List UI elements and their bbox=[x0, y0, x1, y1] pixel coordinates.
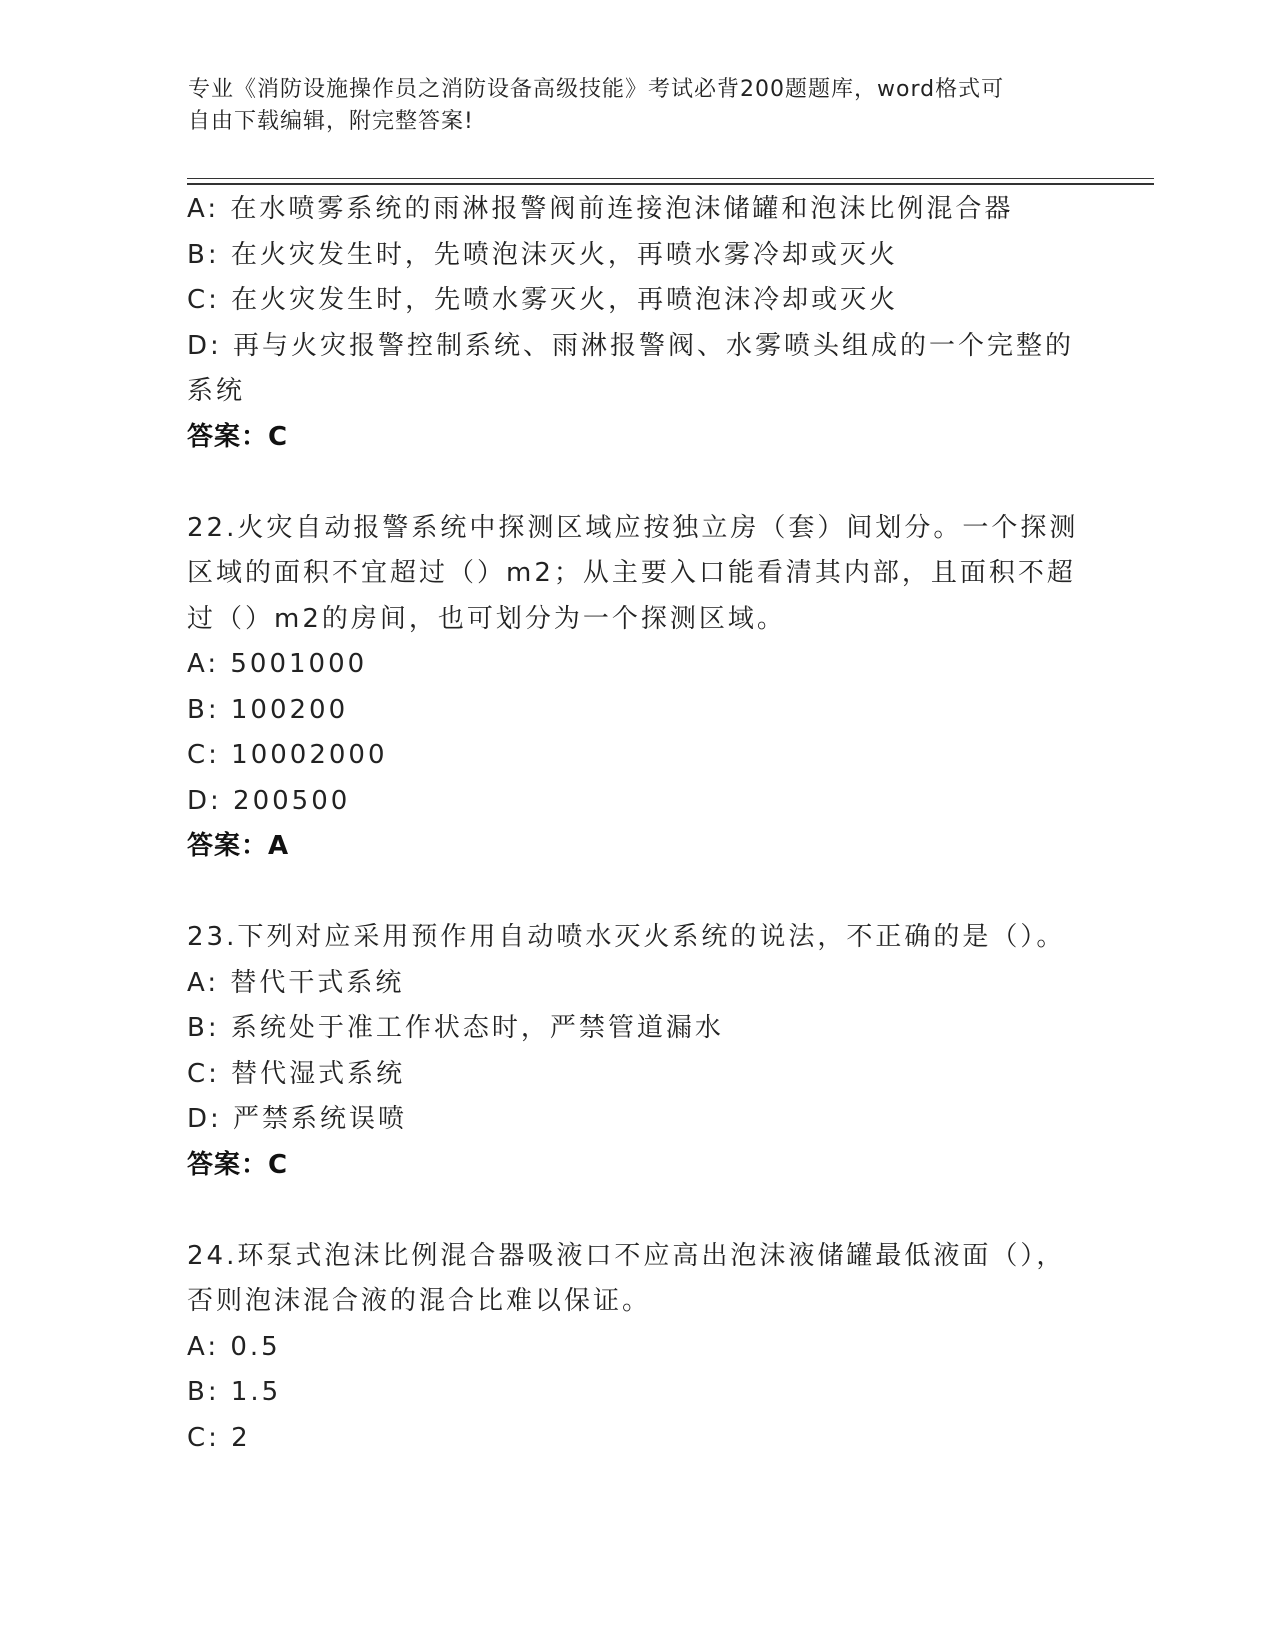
header-divider-thin bbox=[187, 178, 1154, 179]
question-stem: 22.火灾自动报警系统中探测区域应按独立房（套）间划分。一个探测 bbox=[187, 512, 1079, 543]
question-23 bbox=[187, 915, 1087, 1188]
option-d: D: 200500 bbox=[187, 785, 351, 816]
spacer bbox=[187, 460, 1087, 506]
option-d-continued: 系统 bbox=[187, 376, 246, 406]
header-line-1: 专业《消防设施操作员之消防设备高级技能》考试必背200题题库，word格式可 bbox=[188, 77, 1005, 102]
option-d: D: 严禁系统误喷 bbox=[187, 1104, 408, 1134]
question-stem-continued: 过（）m2的房间，也可划分为一个探测区域。 bbox=[187, 603, 786, 634]
option-d: D: 再与火灾报警控制系统、雨淋报警阀、水雾喷头组成的一个完整的 bbox=[187, 330, 1075, 361]
question-stem-continued: 否则泡沫混合液的混合比难以保证。 bbox=[187, 1286, 652, 1316]
answer: 答案：C bbox=[187, 421, 289, 452]
spacer bbox=[187, 1188, 1087, 1234]
answer: 答案：C bbox=[187, 1149, 289, 1180]
option-a: A: 替代干式系统 bbox=[187, 967, 405, 998]
option-b: B: 系统处于准工作状态时，严禁管道漏水 bbox=[187, 1013, 724, 1043]
option-c: C: 在火灾发生时，先喷水雾灭火，再喷泡沫冷却或灭火 bbox=[187, 285, 899, 315]
option-b: B: 1.5 bbox=[187, 1377, 282, 1407]
option-b: B: 100200 bbox=[187, 694, 349, 725]
option-a: A: 在水喷雾系统的雨淋报警阀前连接泡沫储罐和泡沫比例混合器 bbox=[187, 194, 1014, 224]
question-content bbox=[187, 187, 1087, 1461]
option-a: A: 5001000 bbox=[187, 649, 368, 679]
option-b: B: 在火灾发生时，先喷泡沫灭火，再喷水雾冷却或灭火 bbox=[187, 239, 898, 270]
question-stem: 23.下列对应采用预作用自动喷水灭火系统的说法，不正确的是（）。 bbox=[187, 922, 1066, 952]
option-c: C: 替代湿式系统 bbox=[187, 1058, 406, 1089]
option-c: C: 10002000 bbox=[187, 740, 388, 770]
question-stem: 24.环泵式泡沫比例混合器吸液口不应高出泡沫液储罐最低液面（）， bbox=[187, 1240, 1066, 1271]
question-22 bbox=[187, 506, 1087, 870]
header-divider-thick bbox=[187, 183, 1154, 185]
document-header bbox=[188, 74, 1088, 138]
option-a: A: 0.5 bbox=[187, 1331, 281, 1362]
spacer bbox=[187, 870, 1087, 916]
question-21 bbox=[187, 187, 1087, 460]
answer: 答案：A bbox=[187, 831, 290, 861]
header-line-2: 自由下载编辑，附完整答案! bbox=[188, 109, 474, 134]
option-c: C: 2 bbox=[187, 1422, 251, 1453]
question-24 bbox=[187, 1234, 1087, 1462]
question-stem-continued: 区域的面积不宜超过（）m2；从主要入口能看清其内部，且面积不超 bbox=[187, 558, 1076, 588]
